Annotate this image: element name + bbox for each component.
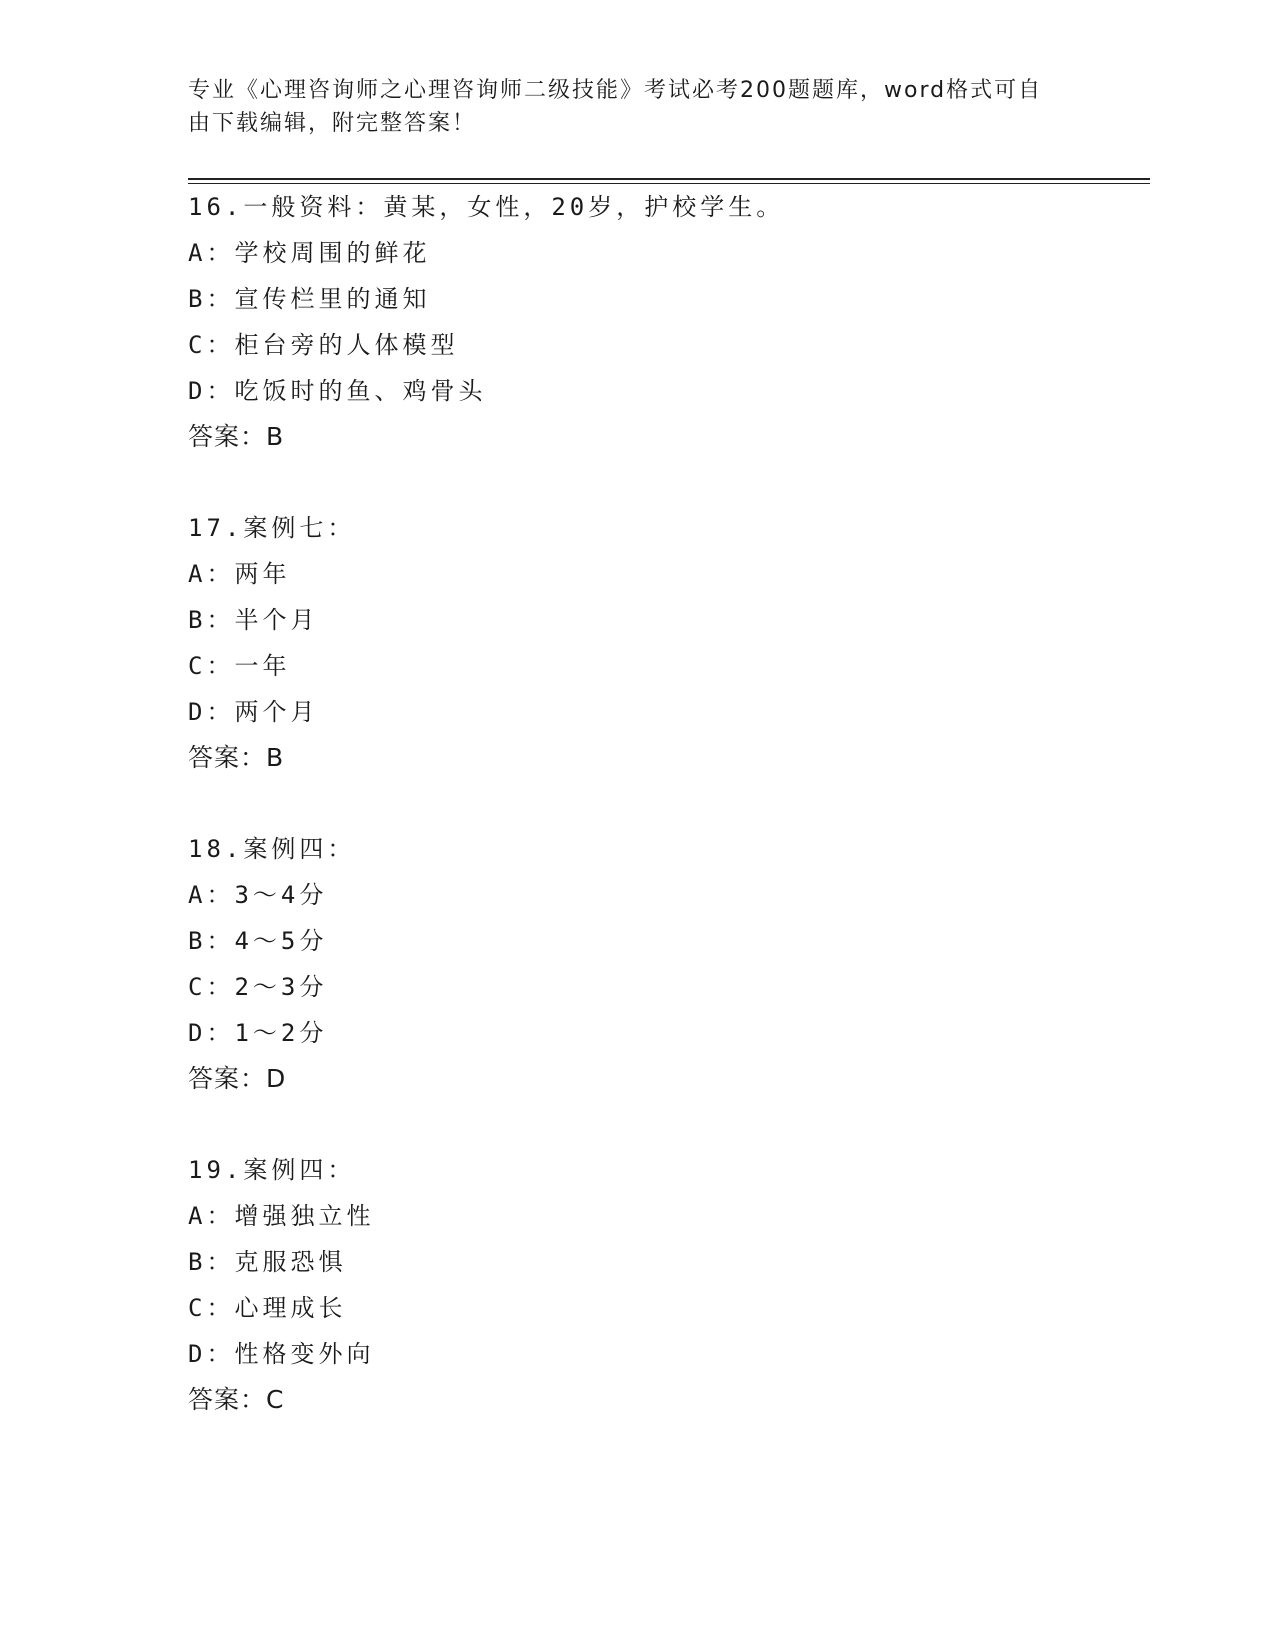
option-a: A：两年 <box>188 560 291 588</box>
answer-label: 答案：C <box>188 1385 285 1414</box>
question-stem: 18.案例四： <box>188 835 356 863</box>
header-divider-thick <box>188 178 1150 180</box>
answer-label: 答案：B <box>188 743 285 772</box>
option-a: A：增强独立性 <box>188 1202 375 1230</box>
question-16 <box>188 184 1088 460</box>
question-19 <box>188 1147 1088 1423</box>
option-c: C：2～3分 <box>188 973 328 1001</box>
question-stem: 16.一般资料：黄某，女性，20岁，护校学生。 <box>188 193 785 221</box>
answer-label: 答案：D <box>188 1064 287 1093</box>
option-b: B：宣传栏里的通知 <box>188 285 431 313</box>
answer-label: 答案：B <box>188 422 285 451</box>
question-17 <box>188 505 1088 781</box>
option-c: C：心理成长 <box>188 1294 347 1322</box>
option-a: A：学校周围的鲜花 <box>188 239 431 267</box>
option-a: A：3～4分 <box>188 881 328 909</box>
option-b: B：半个月 <box>188 606 319 634</box>
option-b: B：4～5分 <box>188 927 328 955</box>
option-c: C：一年 <box>188 652 291 680</box>
header-line-2: 由下载编辑，附完整答案！ <box>188 111 477 136</box>
document-header <box>188 74 1068 140</box>
question-18 <box>188 826 1088 1102</box>
option-d: D：两个月 <box>188 698 319 726</box>
header-line-1: 专业《心理咨询师之心理咨询师二级技能》考试必考200题题库，word格式可自 <box>188 78 1043 103</box>
question-stem: 19.案例四： <box>188 1156 356 1184</box>
option-d: D：吃饭时的鱼、鸡骨头 <box>188 377 487 405</box>
question-stem: 17.案例七： <box>188 514 356 542</box>
option-b: B：克服恐惧 <box>188 1248 347 1276</box>
option-d: D：1～2分 <box>188 1019 328 1047</box>
option-c: C：柜台旁的人体模型 <box>188 331 459 359</box>
option-d: D：性格变外向 <box>188 1340 375 1368</box>
